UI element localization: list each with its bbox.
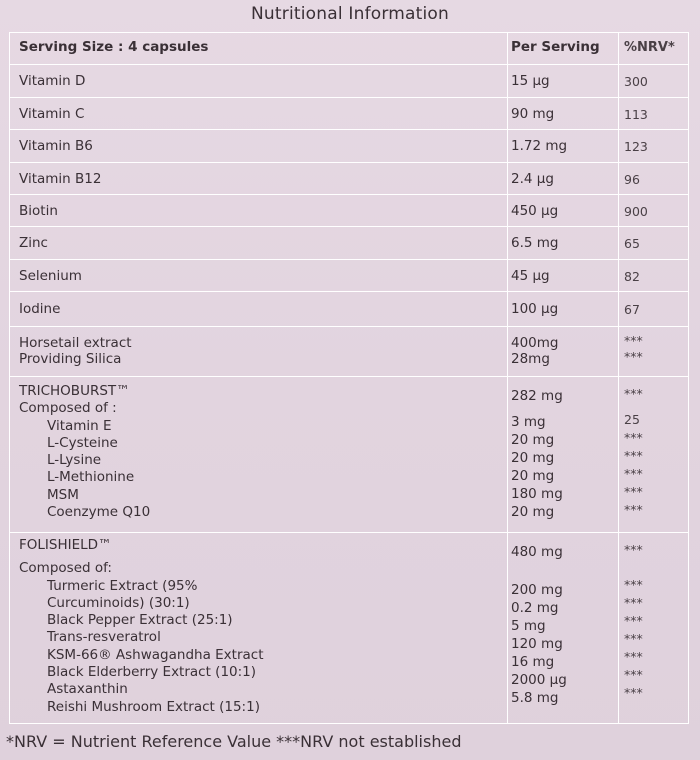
ingredient-amount: 5 mg bbox=[511, 618, 546, 634]
horsetail-nrv bbox=[624, 333, 643, 365]
trichoburst-amounts bbox=[511, 387, 563, 521]
ingredient-nrv: *** bbox=[624, 466, 643, 481]
per-serving-header: Per Serving bbox=[511, 39, 600, 55]
horsetail-amounts bbox=[511, 335, 559, 367]
blend-nrv: *** bbox=[624, 386, 643, 401]
ingredient-amount: 3 mg bbox=[511, 414, 546, 430]
ingredient-nrv: *** bbox=[624, 502, 643, 517]
ingredient-amount: 28mg bbox=[511, 351, 550, 367]
ingredient-name: Coenzyme Q10 bbox=[47, 504, 151, 521]
ingredient-amount: 20 mg bbox=[511, 432, 555, 448]
composed-label: Composed of: bbox=[19, 560, 112, 577]
ingredient-name: KSM-66® Ashwagandha Extract bbox=[47, 646, 264, 663]
table-row bbox=[10, 163, 688, 195]
spacer bbox=[624, 559, 643, 576]
ingredient-nrv: *** bbox=[624, 631, 643, 646]
ingredient-nrv: *** bbox=[624, 430, 643, 445]
nutrient-amount: 90 mg bbox=[511, 106, 555, 122]
table-row bbox=[10, 195, 688, 227]
nutrition-table bbox=[9, 32, 689, 724]
nutrient-amount: 6.5 mg bbox=[511, 235, 559, 251]
ingredient-nrv: *** bbox=[624, 333, 643, 348]
folishield-names bbox=[19, 537, 264, 716]
ingredient-name: Vitamin E bbox=[47, 417, 112, 434]
ingredient-nrv: 25 bbox=[624, 412, 640, 427]
table-row bbox=[10, 377, 688, 533]
ingredient-name: Curcuminoids) (30:1) bbox=[47, 594, 190, 611]
nutrient-name: Vitamin D bbox=[19, 73, 86, 89]
ingredient-name: L-Cysteine bbox=[47, 434, 118, 451]
blend-nrv: *** bbox=[624, 542, 643, 557]
ingredient-name: MSM bbox=[47, 486, 79, 503]
horsetail-names bbox=[19, 335, 132, 367]
ingredient-amount: 5.8 mg bbox=[511, 690, 559, 706]
nutrient-nrv: 96 bbox=[624, 172, 640, 187]
nutrient-amount: 100 µg bbox=[511, 301, 559, 317]
blend-amount: 480 mg bbox=[511, 544, 563, 560]
ingredient-amount: 16 mg bbox=[511, 654, 555, 670]
nrv-header: %NRV* bbox=[624, 40, 675, 55]
table-row bbox=[10, 327, 688, 377]
ingredient-name: Trans-resveratrol bbox=[47, 629, 161, 646]
ingredient-name: L-Lysine bbox=[47, 452, 102, 469]
nutrient-name: Vitamin B6 bbox=[19, 138, 93, 154]
ingredient-name: Turmeric Extract (95% bbox=[47, 577, 198, 594]
nutrient-nrv: 82 bbox=[624, 269, 640, 284]
ingredient-amount: 0.2 mg bbox=[511, 600, 559, 616]
nutrient-name: Iodine bbox=[19, 301, 61, 317]
table-row bbox=[10, 98, 688, 130]
table-row bbox=[10, 227, 688, 260]
trichoburst-nrv bbox=[624, 385, 643, 519]
ingredient-amount: 400mg bbox=[511, 335, 559, 351]
ingredient-nrv: *** bbox=[624, 349, 643, 364]
ingredient-amount: 20 mg bbox=[511, 468, 555, 484]
ingredient-name: Astaxanthin bbox=[47, 681, 128, 698]
table-row bbox=[10, 130, 688, 163]
spacer bbox=[511, 561, 567, 581]
ingredient-amount: 20 mg bbox=[511, 450, 555, 466]
nutrient-nrv: 67 bbox=[624, 302, 640, 317]
nutrient-name: Vitamin B12 bbox=[19, 171, 102, 187]
ingredient-name: Black Elderberry Extract (10:1) bbox=[47, 664, 257, 681]
nutrient-amount: 2.4 µg bbox=[511, 171, 554, 187]
nutrient-nrv: 65 bbox=[624, 236, 640, 251]
ingredient-amount: 200 mg bbox=[511, 582, 563, 598]
table-row bbox=[10, 292, 688, 327]
nutrient-name: Vitamin C bbox=[19, 106, 85, 122]
ingredient-amount: 2000 µg bbox=[511, 672, 567, 688]
ingredient-name: Horsetail extract bbox=[19, 335, 132, 351]
table-header bbox=[10, 33, 688, 65]
ingredient-name: Black Pepper Extract (25:1) bbox=[47, 612, 233, 629]
nutrient-nrv: 123 bbox=[624, 139, 648, 154]
ingredient-nrv: *** bbox=[624, 448, 643, 463]
ingredient-nrv: *** bbox=[624, 613, 643, 628]
nutrient-nrv: 900 bbox=[624, 204, 648, 219]
ingredient-nrv: *** bbox=[624, 595, 643, 610]
nutrient-nrv: 113 bbox=[624, 107, 648, 122]
ingredient-nrv: *** bbox=[624, 484, 643, 499]
table-row bbox=[10, 533, 688, 723]
ingredient-amount: 120 mg bbox=[511, 636, 563, 652]
ingredient-nrv: *** bbox=[624, 685, 643, 700]
nutrient-amount: 450 µg bbox=[511, 203, 559, 219]
blend-name: TRICHOBURST™ bbox=[19, 383, 130, 399]
nutrient-name: Selenium bbox=[19, 268, 82, 284]
ingredient-amount: 180 mg bbox=[511, 486, 563, 502]
ingredient-nrv: *** bbox=[624, 577, 643, 592]
nrv-footnote: *NRV = Nutrient Reference Value ***NRV not established bbox=[6, 732, 462, 751]
blend-name: FOLISHIELD™ bbox=[19, 537, 112, 553]
ingredient-nrv: *** bbox=[624, 667, 643, 682]
ingredient-nrv: *** bbox=[624, 649, 643, 664]
nutrient-name: Zinc bbox=[19, 235, 48, 251]
table-row bbox=[10, 65, 688, 98]
spacer bbox=[624, 403, 643, 411]
trichoburst-names bbox=[19, 383, 150, 521]
blend-amount: 282 mg bbox=[511, 388, 563, 404]
ingredient-amount: 20 mg bbox=[511, 504, 555, 520]
serving-size-label: Serving Size : 4 capsules bbox=[19, 39, 209, 55]
ingredient-name: Providing Silica bbox=[19, 351, 122, 367]
table-row bbox=[10, 260, 688, 292]
nutrient-nrv: 300 bbox=[624, 74, 648, 89]
composed-label: Composed of : bbox=[19, 400, 117, 417]
ingredient-name: Reishi Mushroom Extract (15:1) bbox=[47, 698, 260, 715]
folishield-nrv bbox=[624, 541, 643, 702]
nutrient-amount: 1.72 mg bbox=[511, 138, 568, 154]
page-title: Nutritional Information bbox=[251, 4, 449, 24]
nutrient-amount: 15 µg bbox=[511, 73, 550, 89]
spacer bbox=[511, 405, 563, 413]
ingredient-name: L-Methionine bbox=[47, 469, 135, 486]
nutrient-name: Biotin bbox=[19, 203, 58, 219]
folishield-amounts bbox=[511, 543, 567, 707]
nutrient-amount: 45 µg bbox=[511, 268, 550, 284]
